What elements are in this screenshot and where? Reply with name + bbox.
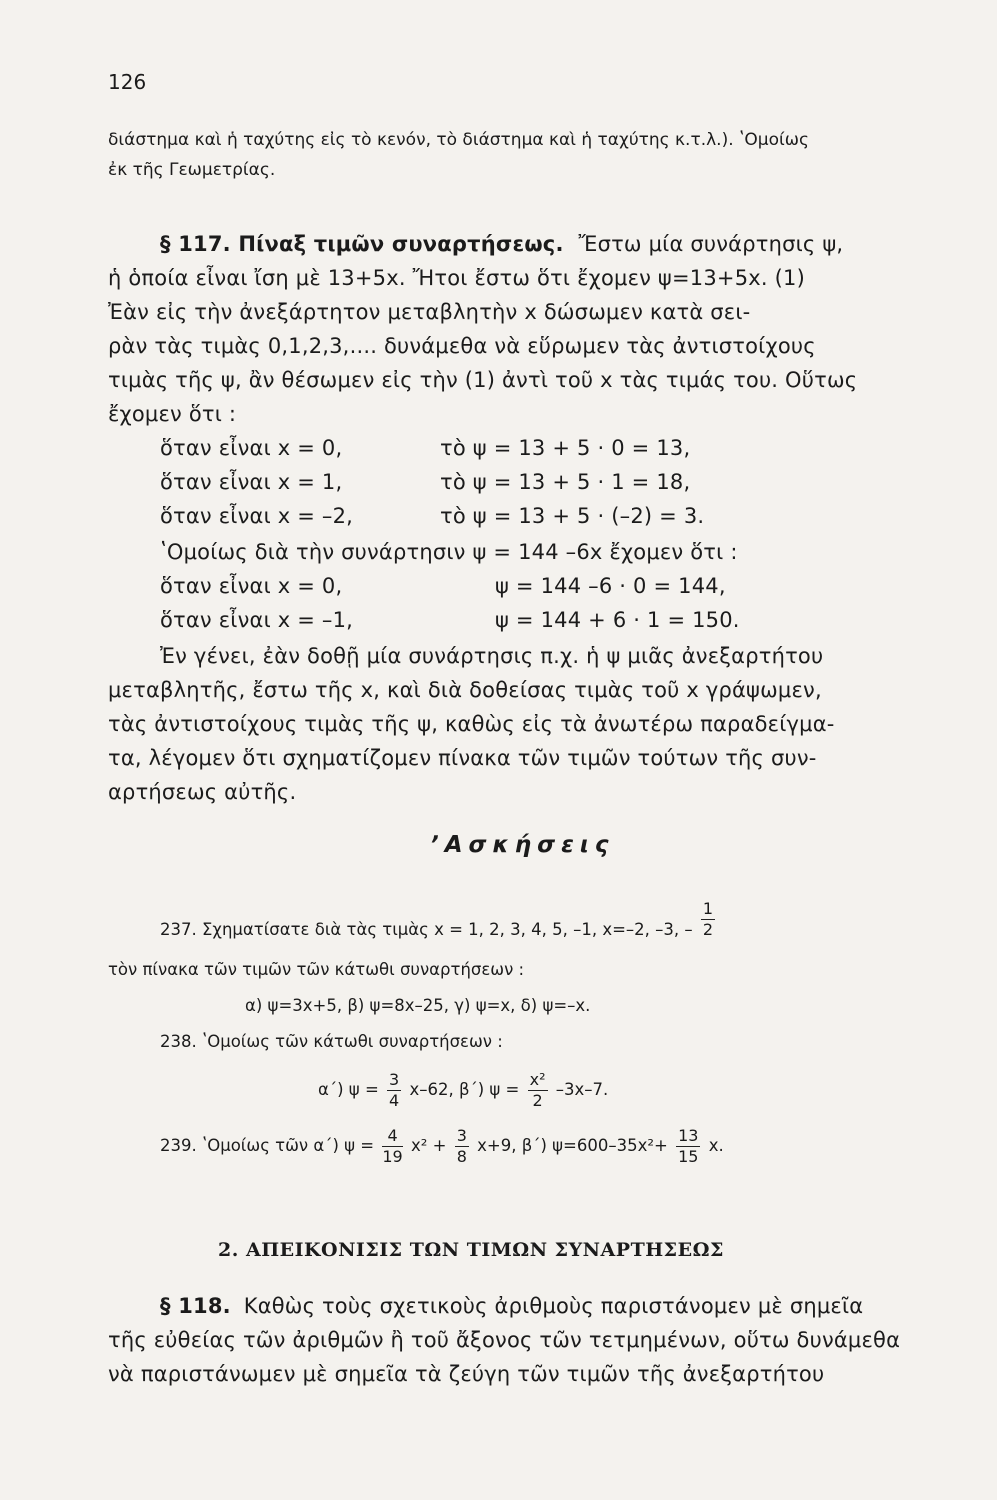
s117-similar: ʽΟμοίως διὰ τὴν συνάρτησιν ψ = 144 –6x ἔχομεν ὅτι : (160, 540, 738, 564)
fraction: $\frac{4}{19}$ (382, 1126, 403, 1166)
intro-line-2: ἐκ τῆς Γεωμετρίας. (108, 160, 276, 180)
table1-row-right: τὸ ψ = 13 + 5 · (–2) = 3. (440, 504, 705, 528)
table2-row-left: ὅταν εἶναι x = –1, (160, 608, 354, 632)
fraction: $\frac{1}{2}$ (702, 899, 714, 939)
s117-line-5: ἔχομεν ὅτι : (108, 402, 237, 426)
intro-line-1: διάστημα καὶ ἡ ταχύτης εἰς τὸ κενόν, τὸ διάστημα καὶ ἡ ταχύτης κ.τ.λ.). ʽΟμοίως (108, 130, 809, 150)
general-line-4: τα, λέγομεν ὅτι σχηματίζομεν πίνακα τῶν τιμῶν τούτων τῆς συν- (108, 746, 817, 770)
fraction: $\frac{3}{8}$ (456, 1126, 467, 1166)
exercise-239-line: 239. ʽΟμοίως τῶν α΄) ψ = $\frac{4}{19}$ x² + $\frac{3}{8}$ x+9, β΄) ψ=600–35x²+ $\frac{13}{15}$ x. (160, 1126, 724, 1166)
exercise-237-line-3: α) ψ=3x+5, β) ψ=8x–25, γ) ψ=x, δ) ψ=–x. (245, 996, 591, 1015)
s117-line-4: τιμὰς τῆς ψ, ἂν θέσωμεν εἰς τὴν (1) ἀντὶ τοῦ x τὰς τιμάς του. Οὕτως (108, 368, 858, 392)
s117-title: § 117. Πίναξ τιμῶν συναρτήσεως. (160, 232, 564, 256)
general-line-2: μεταβλητῆς, ἔστω τῆς x, καὶ διὰ δοθείσας τιμὰς τοῦ x γράψωμεν, (108, 678, 822, 702)
general-line-5: αρτήσεως αὐτῆς. (108, 780, 297, 804)
general-line-1: Ἐν γένει, ἐὰν δοθῇ μία συνάρτησις π.χ. ἡ ψ μιᾶς ἀνεξαρτήτου (160, 644, 824, 668)
table1-row-left: ὅταν εἶναι x = –2, (160, 504, 354, 528)
table2-row-right: ψ = 144 –6 · 0 = 144, (495, 574, 726, 598)
table1-row-right: τὸ ψ = 13 + 5 · 0 = 13, (440, 436, 691, 460)
table1-row-right: τὸ ψ = 13 + 5 · 1 = 18, (440, 470, 691, 494)
s117-line-2: Ἐὰν εἰς τὴν ἀνεξάρτητον μεταβλητὴν x δώσωμεν κατὰ σει- (108, 300, 751, 324)
table2-row-right: ψ = 144 + 6 · 1 = 150. (495, 608, 740, 632)
s117-line-3: ρὰν τὰς τιμὰς 0,1,2,3,.... δυνάμεθα νὰ εὕρωμεν τὰς ἀντιστοίχους (108, 334, 816, 358)
exercises-heading: ʼΑσκήσεις (430, 832, 615, 858)
exercise-238-line-2: α΄) ψ = $\frac{3}{4}$ x–62, β΄) ψ = $\frac{\text{x²}}{2}$ –3x–7. (318, 1070, 609, 1110)
general-line-3: τὰς ἀντιστοίχους τιμὰς τῆς ψ, καθὼς εἰς τὰ ἀνωτέρω παραδείγμα- (108, 712, 835, 736)
s118-number: § 118. (160, 1294, 231, 1318)
page-number: 126 (108, 70, 147, 94)
s117-first-line (160, 232, 843, 256)
s118-line-2: τῆς εὐθείας τῶν ἀριθμῶν ἢ τοῦ ἄξονος τῶν τετμημένων, οὕτω δυνάμεθα (108, 1328, 901, 1352)
s118-line-3: νὰ παριστάνωμεν μὲ σημεῖα τὰ ζεύγη τῶν τιμῶν τῆς ἀνεξαρτήτου (108, 1362, 825, 1386)
fraction: $\frac{13}{15}$ (678, 1126, 699, 1166)
exercise-237-line-2: τὸν πίνακα τῶν τιμῶν τῶν κάτωθι συναρτήσεων : (108, 960, 525, 979)
s117-line-0: Ἔστω μία συνάρτησις ψ, (578, 232, 844, 256)
exercise-237-text: 237. Σχηματίσατε διὰ τὰς τιμὰς x = 1, 2, 3, 4, 5, –1, x=–2, –3, – (160, 920, 693, 939)
exercise-237-line-1 (160, 899, 718, 939)
table1-row-left: ὅταν εἶναι x = 1, (160, 470, 343, 494)
exercise-238-line-1: 238. ʽΟμοίως τῶν κάτωθι συναρτήσεων : (160, 1032, 503, 1051)
fraction: $\frac{\text{x²}}{2}$ (529, 1070, 546, 1110)
section-2-heading: 2. ΑΠΕΙΚΟΝΙΣΙΣ ΤΩΝ ΤΙΜΩΝ ΣΥΝΑΡΤΗΣΕΩΣ (218, 1239, 724, 1261)
table1-row-left: ὅταν εἶναι x = 0, (160, 436, 343, 460)
fraction: $\frac{3}{4}$ (389, 1070, 400, 1110)
s117-line-1: ἡ ὁποία εἶναι ἴση μὲ 13+5x. Ἤτοι ἔστω ὅτι ἔχομεν ψ=13+5x. (1) (108, 266, 805, 290)
s118-line-1: § 118. Καθὼς τοὺς σχετικοὺς ἀριθμοὺς παριστάνομεν μὲ σημεῖα (160, 1294, 864, 1318)
table2-row-left: ὅταν εἶναι x = 0, (160, 574, 343, 598)
